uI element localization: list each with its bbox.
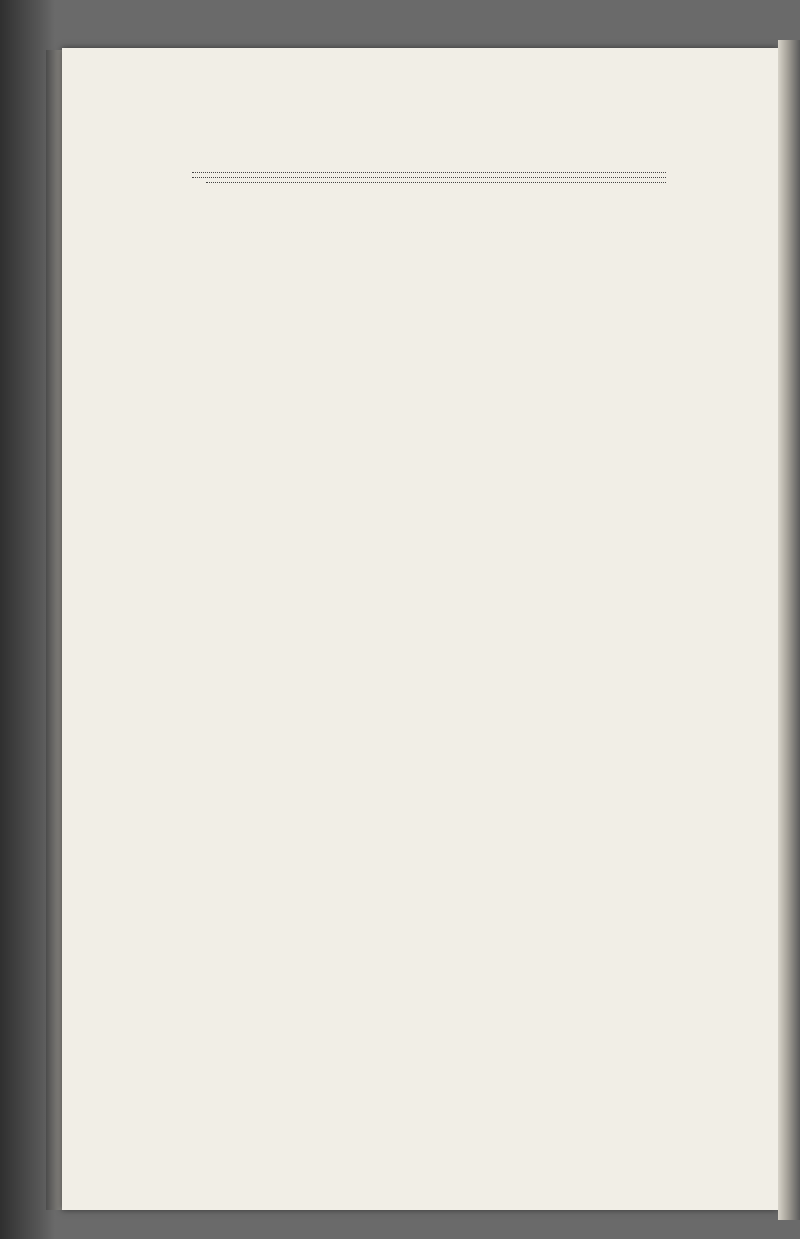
page-left-edge <box>46 50 62 1210</box>
subscription-list <box>190 172 760 187</box>
dot-leader <box>206 182 666 183</box>
dot-leader <box>192 172 666 173</box>
list-row <box>190 182 760 187</box>
page-right-edge <box>778 40 800 1220</box>
dot-leader <box>192 177 666 178</box>
paper-sheet <box>62 48 778 1210</box>
